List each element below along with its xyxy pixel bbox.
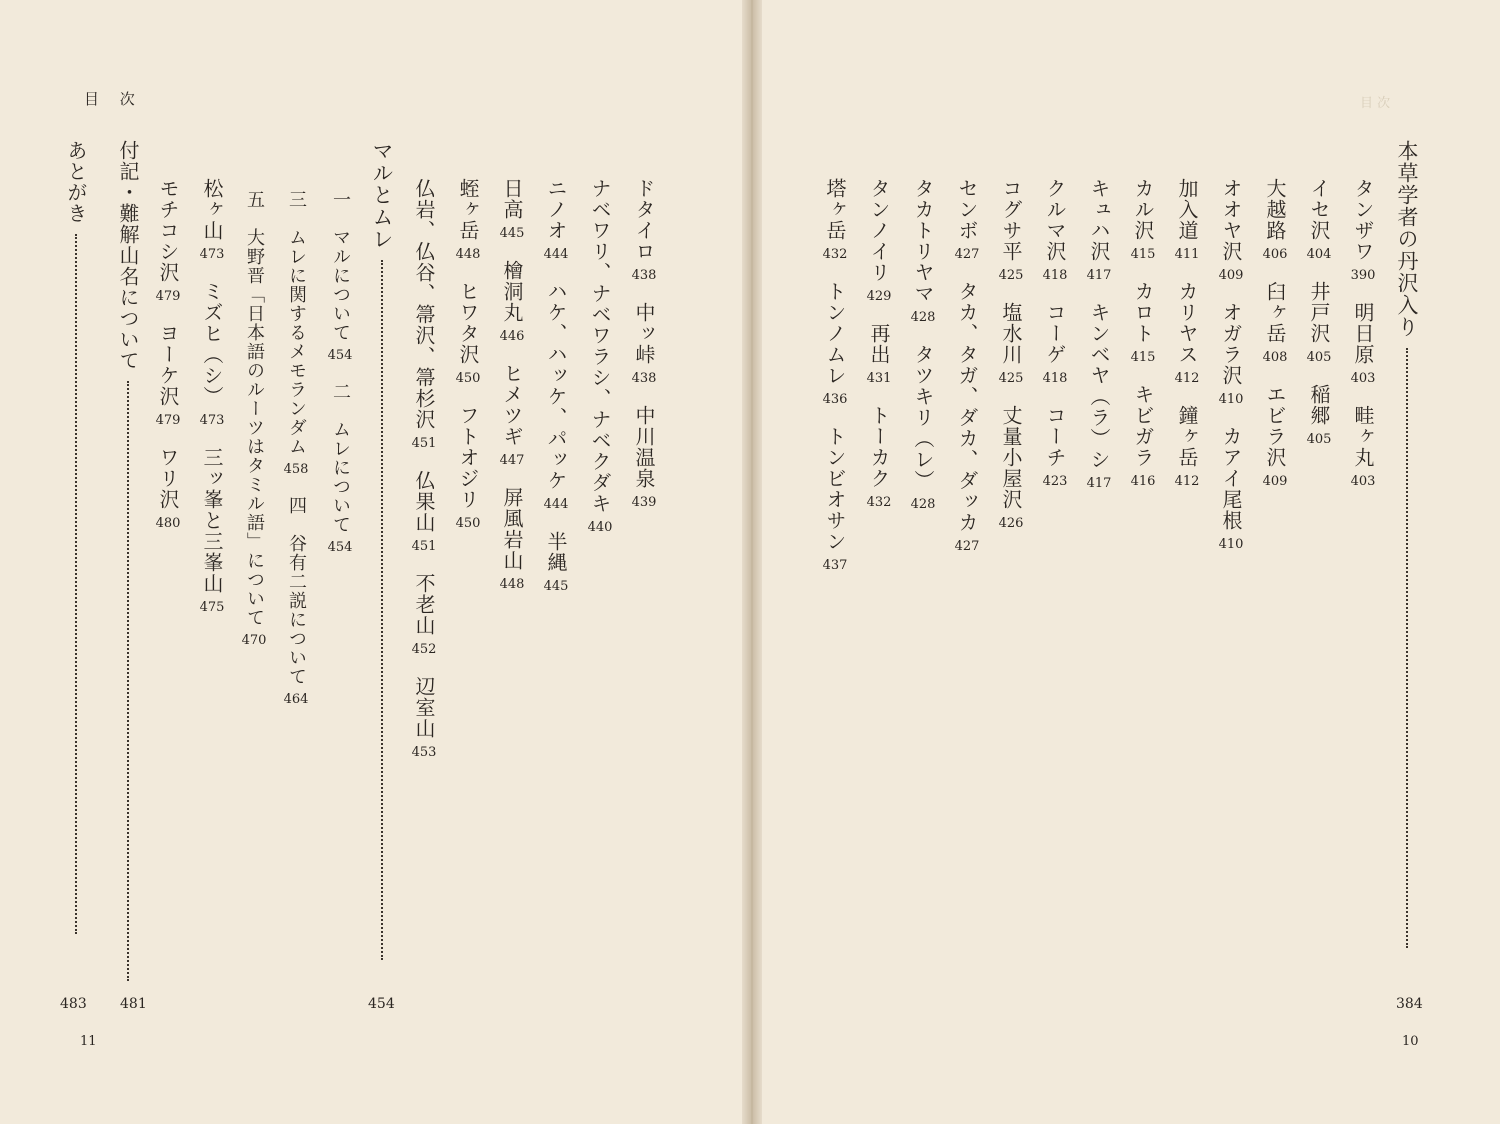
toc-column [1259, 178, 1291, 508]
toc-entry [280, 496, 312, 726]
toc-entry-title: ヒメツギ [500, 363, 524, 447]
toc-entry-page: 418 [1042, 268, 1068, 283]
toc-entry-page: 427 [954, 247, 980, 262]
toc-entry-title: 二 ムレについて [330, 382, 351, 534]
toc-entry-title: タツキリ（レ） [911, 344, 935, 491]
toc-column [584, 178, 616, 554]
toc-entry [324, 382, 356, 574]
toc-entry [1127, 384, 1159, 508]
toc-entry-title: トーカク [867, 405, 891, 489]
toc-entry [1303, 384, 1335, 466]
toc-entry-page: 412 [1174, 474, 1200, 489]
toc-entry [1039, 405, 1071, 508]
toc-entry-title: キンベヤ（ラ）シ [1087, 302, 1111, 470]
toc-entry-title: 再出 [867, 323, 891, 365]
toc-entry [1259, 281, 1291, 384]
toc-column [1039, 178, 1071, 508]
toc-column [366, 140, 398, 960]
toc-entry-page: 451 [411, 436, 437, 451]
toc-entry-title: 四 谷有二説について [286, 496, 307, 686]
toc-entry-title: 明日原 [1351, 302, 1375, 365]
toc-entry-title: カリヤス [1175, 281, 1199, 365]
toc-entry-title: 辺室山 [412, 676, 436, 739]
toc-entry-page: 446 [499, 329, 525, 344]
toc-entry-title: 中川温泉 [632, 405, 656, 489]
toc-entry-title: 塔ヶ岳 [823, 178, 847, 241]
toc-entry-page: 473 [199, 247, 225, 262]
toc-entry-page: 409 [1262, 474, 1288, 489]
dot-leader [381, 260, 383, 960]
toc-entry-page: 409 [1218, 268, 1244, 283]
toc-entry [1215, 302, 1247, 426]
toc-entry-page: 408 [1262, 350, 1288, 365]
toc-column [1391, 140, 1423, 948]
toc-entry-page: 450 [455, 516, 481, 531]
toc-entry-title: 鐘ヶ岳 [1175, 405, 1199, 468]
toc-entry [863, 323, 895, 405]
toc-entry [1303, 178, 1335, 281]
toc-entry-title: 屏風岩山 [500, 487, 524, 571]
toc-entry [452, 281, 484, 405]
toc-entry [863, 405, 895, 529]
toc-entry [452, 405, 484, 550]
toc-entry [1127, 281, 1159, 384]
toc-entry-title: オオヤ沢 [1219, 178, 1243, 262]
toc-entry [628, 302, 660, 405]
toc-entry-page: 427 [954, 539, 980, 554]
toc-entry-page: 410 [1218, 537, 1244, 552]
toc-entry-title: 中ッ峠 [632, 302, 656, 365]
toc-entry [819, 426, 851, 592]
toc-entry-page: 464 [283, 692, 309, 707]
toc-entry-title: 檜洞丸 [500, 260, 524, 323]
toc-entry-page: 403 [1350, 371, 1376, 386]
toc-entry-title: 仏果山 [412, 470, 436, 533]
toc-entry [408, 573, 440, 676]
page-number: 483 [60, 996, 87, 1012]
toc-entry [1303, 281, 1335, 384]
toc-entry-page: 403 [1350, 474, 1376, 489]
toc-column [324, 190, 356, 574]
toc-entry-page: 458 [283, 462, 309, 477]
toc-entry [1083, 302, 1115, 510]
toc-entry-page: 480 [155, 516, 181, 531]
toc-column [1303, 178, 1335, 466]
toc-entry-page: 479 [155, 413, 181, 428]
toc-entry-title: 蛭ヶ岳 [456, 178, 480, 241]
toc-entry-page: 425 [998, 268, 1024, 283]
toc-column [628, 178, 660, 529]
toc-entry [280, 190, 312, 496]
toc-entry-title: 大越路 [1263, 178, 1287, 241]
toc-entry [496, 363, 528, 487]
folio-left: 11 [80, 1034, 97, 1049]
toc-entry [540, 281, 572, 531]
toc-entry [1347, 405, 1379, 508]
toc-title: 付記・難解山名について [116, 140, 140, 371]
toc-column [1171, 178, 1203, 508]
toc-entry-title: タンザワ [1351, 178, 1375, 262]
toc-entry-title: 丈量小屋沢 [999, 405, 1023, 510]
toc-entry-page: 432 [866, 495, 892, 510]
toc-column [280, 190, 312, 726]
toc-entry [1259, 384, 1291, 508]
toc-entry-title: カル沢 [1131, 178, 1155, 241]
toc-entry [196, 447, 228, 634]
toc-entry [496, 260, 528, 363]
folio-right: 10 [1402, 1034, 1419, 1049]
toc-entry-page: 429 [866, 289, 892, 304]
toc-entry-page: 454 [327, 540, 353, 555]
dot-leader [127, 381, 129, 981]
toc-column [1127, 178, 1159, 508]
toc-entry-page: 439 [631, 495, 657, 510]
toc-entry [496, 487, 528, 611]
show-through-text: 目 次 [1360, 96, 1391, 111]
toc-entry-page: 473 [199, 413, 225, 428]
toc-entry-page: 428 [910, 497, 936, 512]
toc-entry-title: ワリ沢 [156, 447, 180, 510]
toc-entry-page: 440 [587, 520, 613, 535]
toc-entry-page: 479 [155, 289, 181, 304]
toc-entry-title: 五 大野晋「日本語のルーツはタミル語」について [244, 190, 265, 627]
toc-title: あとがき [64, 140, 88, 224]
toc-entry-page: 428 [910, 310, 936, 325]
page-header: 目 次 [84, 90, 143, 108]
toc-entry [995, 302, 1027, 405]
toc-column [907, 178, 939, 531]
toc-entry [819, 178, 851, 281]
toc-entry-page: 475 [199, 600, 225, 615]
toc-entry [152, 447, 184, 550]
toc-entry [907, 178, 939, 344]
toc-entry-title: コーチ [1043, 405, 1067, 468]
toc-entry-page: 453 [411, 745, 437, 760]
toc-entry [1171, 281, 1203, 405]
page-number: 384 [1396, 996, 1423, 1012]
toc-entry-page: 452 [411, 642, 437, 657]
toc-entry-title: 臼ヶ岳 [1263, 281, 1287, 344]
toc-entry [408, 470, 440, 573]
toc-entry-title: ヨーケ沢 [156, 323, 180, 407]
toc-entry [1039, 178, 1071, 302]
toc-entry [1215, 178, 1247, 302]
toc-entry-page: 431 [866, 371, 892, 386]
toc-entry-title: 井戸沢 [1307, 281, 1331, 344]
toc-entry-title: カロト [1131, 281, 1155, 344]
toc-entry-page: 448 [455, 247, 481, 262]
toc-entry [628, 178, 660, 302]
toc-entry-page: 454 [327, 348, 353, 363]
toc-entry-page: 444 [543, 497, 569, 512]
toc-entry-page: 444 [543, 247, 569, 262]
toc-entry [1127, 178, 1159, 281]
toc-entry-title: ドタイロ [632, 178, 656, 262]
toc-column [152, 178, 184, 550]
toc-entry-page: 450 [455, 371, 481, 386]
toc-column [196, 178, 228, 634]
toc-entry [819, 281, 851, 426]
toc-title: 本草学者の丹沢入り [1395, 140, 1419, 338]
toc-entry [584, 178, 616, 554]
toc-entry-page: 448 [499, 577, 525, 592]
toc-column [452, 178, 484, 550]
toc-entry [628, 405, 660, 529]
toc-entry-page: 410 [1218, 392, 1244, 407]
page-number: 454 [368, 996, 395, 1012]
toc-entry-title: 半縄 [544, 531, 568, 573]
toc-entry-title: フトオジリ [456, 405, 480, 510]
toc-entry [452, 178, 484, 281]
toc-entry-page: 417 [1086, 268, 1112, 283]
book-gutter [742, 0, 762, 1124]
dot-leader [1406, 348, 1408, 948]
toc-entry-page: 436 [822, 392, 848, 407]
toc-entry-page: 423 [1042, 474, 1068, 489]
toc-entry-title: トンビオサン [823, 426, 847, 552]
toc-entry-title: 三ッ峯と三峯山 [200, 447, 224, 594]
toc-entry [408, 178, 440, 470]
toc-entry-title: 松ヶ山 [200, 178, 224, 241]
toc-entry-title: ニノオ [544, 178, 568, 241]
toc-entry-title: 塩水川 [999, 302, 1023, 365]
toc-entry-title: オガラ沢 [1219, 302, 1243, 386]
toc-entry-page: 470 [241, 633, 267, 648]
toc-column [951, 178, 983, 573]
toc-entry-page: 432 [822, 247, 848, 262]
toc-entry-title: クルマ沢 [1043, 178, 1067, 262]
toc-entry-page: 405 [1306, 350, 1332, 365]
toc-entry [995, 178, 1027, 302]
toc-entry [995, 405, 1027, 550]
toc-column [238, 190, 270, 667]
toc-entry [951, 178, 983, 281]
toc-column [1083, 178, 1115, 510]
toc-entry [1171, 405, 1203, 508]
toc-column [863, 178, 895, 529]
toc-entry-page: 412 [1174, 371, 1200, 386]
toc-entry-title: モチコシ沢 [156, 178, 180, 283]
toc-entry-title: 畦ヶ丸 [1351, 405, 1375, 468]
toc-entry [196, 178, 228, 281]
toc-entry [863, 178, 895, 323]
toc-column [540, 178, 572, 613]
toc-entry-title: 不老山 [412, 573, 436, 636]
toc-entry-title: 三 ムレに関するメモランダム [286, 190, 307, 456]
toc-entry-title: 加入道 [1175, 178, 1199, 241]
toc-entry-page: 405 [1306, 432, 1332, 447]
toc-entry-page: 415 [1130, 350, 1156, 365]
toc-entry [1215, 426, 1247, 571]
toc-entry [1347, 302, 1379, 405]
toc-entry-title: キュハ沢 [1087, 178, 1111, 262]
toc-entry-title: センボ [955, 178, 979, 241]
page-number: 481 [120, 996, 147, 1012]
toc-title: マルとムレ [370, 140, 394, 250]
toc-entry-title: イセ沢 [1307, 178, 1331, 241]
toc-column [408, 178, 440, 779]
toc-entry-page: 415 [1130, 247, 1156, 262]
toc-entry [408, 676, 440, 779]
toc-entry-title: ハケ、ハッケ、パッケ [544, 281, 568, 491]
toc-entry [324, 190, 356, 382]
toc-entry-title: エビラ沢 [1263, 384, 1287, 468]
toc-entry-title: タカトリヤマ [911, 178, 935, 304]
toc-entry-page: 437 [822, 558, 848, 573]
toc-column [1215, 178, 1247, 571]
toc-entry-page: 411 [1174, 247, 1200, 262]
toc-entry-title: キビガラ [1131, 384, 1155, 468]
toc-entry-page: 438 [631, 268, 657, 283]
toc-entry-page: 404 [1306, 247, 1332, 262]
toc-entry-page: 426 [998, 516, 1024, 531]
toc-entry-page: 451 [411, 539, 437, 554]
toc-entry-title: コーゲ [1043, 302, 1067, 365]
toc-entry [1083, 178, 1115, 302]
toc-entry [1039, 302, 1071, 405]
toc-column [995, 178, 1027, 550]
toc-entry-page: 416 [1130, 474, 1156, 489]
toc-entry [540, 531, 572, 613]
toc-entry-page: 445 [543, 579, 569, 594]
toc-entry-title: 稲郷 [1307, 384, 1331, 426]
toc-entry [238, 190, 270, 667]
toc-entry [196, 281, 228, 447]
toc-entry [1171, 178, 1203, 281]
dot-leader [75, 234, 77, 934]
toc-entry-title: タカ、タガ、ダカ、ダッカ [955, 281, 979, 533]
toc-entry [152, 323, 184, 447]
toc-column [496, 178, 528, 611]
toc-column [112, 140, 144, 981]
toc-entry-title: コグサ平 [999, 178, 1023, 262]
toc-entry-title: ヒワタ沢 [456, 281, 480, 365]
toc-entry-page: 417 [1086, 476, 1112, 491]
toc-entry-title: カアイ尾根 [1219, 426, 1243, 531]
toc-entry-title: 仏岩、仏谷、箒沢、箒杉沢 [412, 178, 436, 430]
toc-entry-page: 445 [499, 226, 525, 241]
toc-entry-page: 390 [1350, 268, 1376, 283]
toc-column [60, 140, 92, 934]
toc-entry-page: 438 [631, 371, 657, 386]
toc-entry [496, 178, 528, 260]
toc-entry [152, 178, 184, 323]
toc-entry-page: 418 [1042, 371, 1068, 386]
toc-entry-page: 447 [499, 453, 525, 468]
right-page [756, 0, 1500, 1124]
toc-entry-page: 406 [1262, 247, 1288, 262]
toc-entry [1347, 178, 1379, 302]
toc-entry [1259, 178, 1291, 281]
toc-entry-title: トンノムレ [823, 281, 847, 386]
toc-column [1347, 178, 1379, 508]
toc-entry-title: ミズヒ（シ） [200, 281, 224, 407]
toc-entry-title: タンノイリ [867, 178, 891, 283]
toc-entry [951, 281, 983, 573]
toc-entry-title: 一 マルについて [330, 190, 351, 342]
toc-column [819, 178, 851, 592]
toc-entry-title: ナベワリ、ナベワラシ、ナベクダキ [588, 178, 612, 514]
toc-entry [907, 344, 939, 531]
toc-entry [540, 178, 572, 281]
toc-entry-page: 425 [998, 371, 1024, 386]
toc-entry-title: 日高 [500, 178, 524, 220]
